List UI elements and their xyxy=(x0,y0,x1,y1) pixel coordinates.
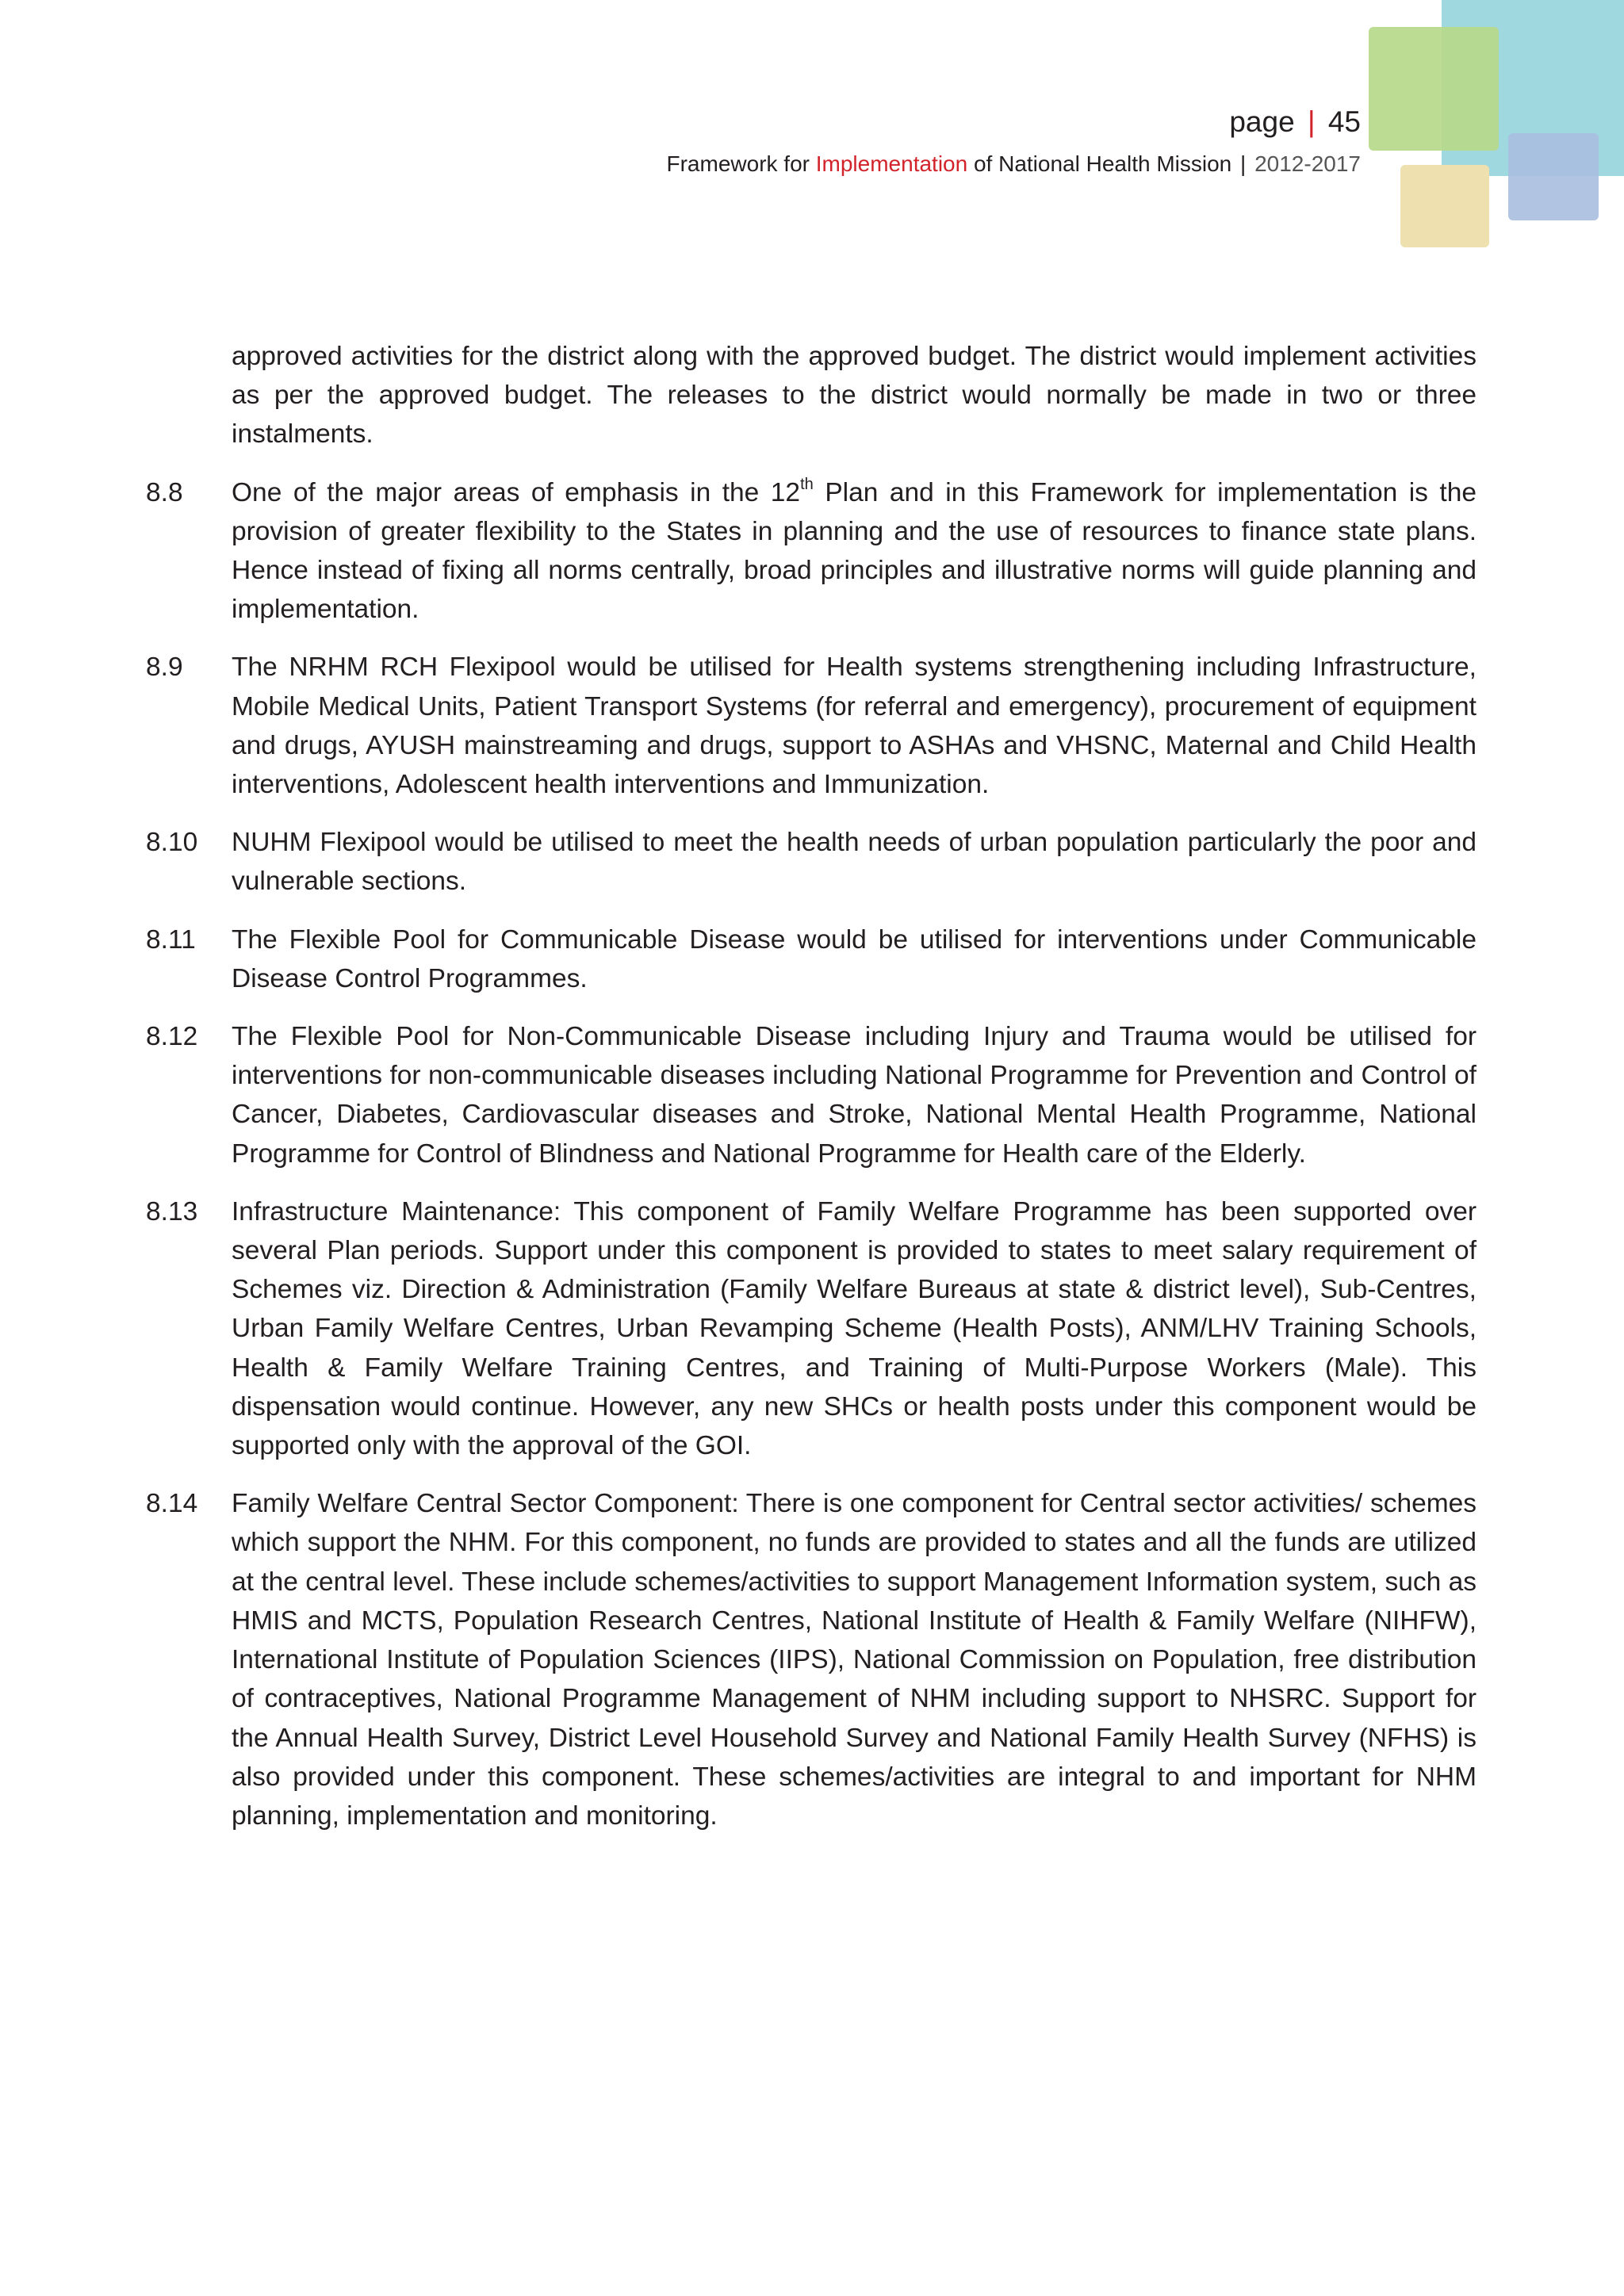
paragraph-text: The NRHM RCH Flexipool would be utilised for Health systems strengthening including Infrastructure, Mobile Medical Units, Patient Transport Systems (for referral and emergency), procurement of equipment and drugs, AYUSH mainstreaming and drugs, support to ASHAs and VHSNC, Maternal and Child Health interventions, Adolescent health interventions and Immunization. xyxy=(232,652,1477,800)
decorative-square-green xyxy=(1369,27,1499,151)
paragraph-8-12 xyxy=(146,1017,1477,1173)
subtitle-separator: | xyxy=(1240,151,1247,176)
paragraph-text: One of the major areas of emphasis in the 12 xyxy=(232,477,801,507)
paragraph-number: 8.13 xyxy=(146,1196,198,1226)
paragraph-number: 8.11 xyxy=(146,924,196,955)
paragraph-text: The Flexible Pool for Communicable Disease would be utilised for interventions under Communicable Disease Control Programmes. xyxy=(232,924,1477,993)
document-body xyxy=(146,337,1477,1854)
paragraph-number: 8.9 xyxy=(146,652,183,683)
paragraph-8-13 xyxy=(146,1192,1477,1465)
subtitle-pre: Framework for xyxy=(666,151,810,176)
continued-paragraph xyxy=(146,337,1477,454)
paragraph-text: The Flexible Pool for Non-Communicable Disease including Injury and Trauma would be utilised for interventions for non-communicable diseases including National Programme for Prevention and Control of Cancer, Diabetes, Cardiovascular diseases and Stroke, National Mental Health Programme, National Programme for Control of Blindness and National Programme for Health care of the Elderly. xyxy=(232,1022,1477,1169)
decorative-square-blue xyxy=(1508,133,1599,220)
paragraph-text: NUHM Flexipool would be utilised to meet the health needs of urban population particularly the poor and vulnerable sections. xyxy=(232,828,1477,897)
paragraph-8-10 xyxy=(146,823,1477,901)
paragraph-text: approved activities for the district along with the approved budget. The district would implement activities as per the approved budget. The releases to the district would normally be made in two or three instalments. xyxy=(232,342,1477,450)
subtitle-highlight: Implementation xyxy=(815,151,968,176)
document-subtitle xyxy=(667,151,1362,178)
paragraph-8-14 xyxy=(146,1484,1477,1835)
page-label: page xyxy=(1229,105,1295,138)
subtitle-post: of National Health Mission xyxy=(973,151,1232,176)
paragraph-number: 8.12 xyxy=(146,1022,198,1052)
paragraph-text: Infrastructure Maintenance: This component of Family Welfare Programme has been supported over several Plan periods. Support under this component is provided to states to meet salary requirement of Schemes viz. Direction & Administration (Family Welfare Bureaus at state & district level), Sub-Centres, Urban Family Welfare Centres, Urban Revamping Scheme (Health Posts), ANM/LHV Training Schools, Health & Family Welfare Training Centres, and Training of Multi-Purpose Workers (Male). This dispensation would continue. However, any new SHCs or health posts under this component would be supported only with the approval of the GOI. xyxy=(232,1196,1477,1461)
paragraph-number: 8.8 xyxy=(146,477,183,507)
paragraph-text: Family Welfare Central Sector Component: There is one component for Central sector activities/ schemes which support the NHM. For this component, no funds are provided to states and all the funds are utilized at the central level. These include schemes/activities to support Management Information system, such as HMIS and MCTS, Population Research Centres, National Institute of Health & Family Welfare (NIHFW), International Institute of Population Sciences (IIPS), National Commission on Population, free distribution of contraceptives, National Programme Management of NHM including support to NHSRC. Support for the Annual Health Survey, District Level Household Survey and National Family Health Survey (NFHS) is also provided under this component. These schemes/activities are integral to and important for NHM planning, implementation and monitoring. xyxy=(232,1489,1477,1831)
superscript-ordinal: th xyxy=(800,475,814,493)
subtitle-years: 2012-2017 xyxy=(1254,151,1361,176)
paragraph-text-cont: Plan and in this Framework for implementation is the provision of greater flexibility to the States in planning and the use of resources to finance state plans. Hence instead of fixing all norms centrally, broad principles and illustrative norms will guide planning and implementation. xyxy=(232,477,1477,625)
paragraph-8-9 xyxy=(146,648,1477,804)
page-separator: | xyxy=(1307,105,1316,138)
paragraph-number: 8.10 xyxy=(146,828,198,858)
page-number: 45 xyxy=(1327,105,1361,138)
paragraph-8-8 xyxy=(146,473,1477,629)
page-number-header xyxy=(1229,105,1361,140)
paragraph-8-11 xyxy=(146,920,1477,998)
paragraph-number: 8.14 xyxy=(146,1489,198,1519)
decorative-square-yellow xyxy=(1400,165,1489,247)
